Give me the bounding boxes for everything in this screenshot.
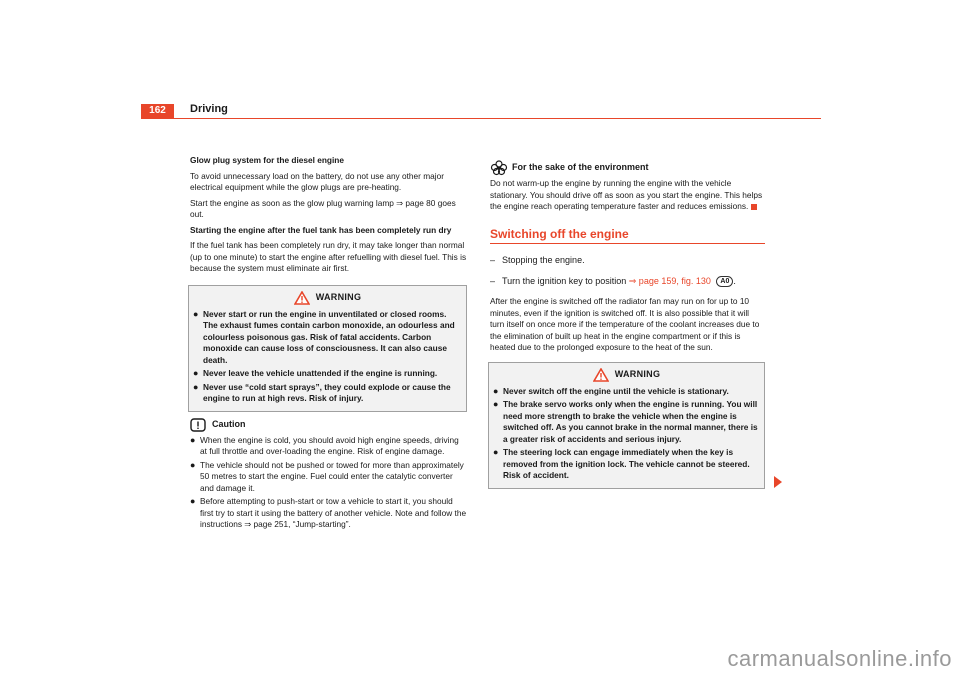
- warning-item: ● Never leave the vehicle unattended if the engine is running.: [193, 368, 438, 378]
- environment-label: For the sake of the environment: [512, 162, 649, 173]
- chapter-title: Driving: [190, 103, 228, 115]
- warning-item: ● Never switch off the engine until the vehicle is stationary.: [493, 385, 729, 396]
- glow-plug-text-1: To avoid unnecessary load on the battery, do not use any other major electrical equipment while the glow plugs are pre-heating.: [190, 170, 444, 192]
- fuel-dry-heading: Starting the engine after the fuel tank has been completely run dry: [190, 224, 452, 235]
- left-column: [190, 155, 467, 533]
- arrow-right-icon[interactable]: [774, 476, 782, 488]
- warning-label: WARNING: [315, 291, 362, 302]
- caution-item: ● When the engine is cold, you should avoid high engine speeds, driving at full throttle and over-loading the engine. Risk of engine damage.: [190, 434, 459, 456]
- step-item: – Turn the ignition key to position ⇒ page 159, fig. 130 A0 .: [490, 276, 736, 286]
- step-item: – Stopping the engine.: [490, 255, 585, 265]
- caution-label: Caution: [212, 418, 246, 429]
- page-link[interactable]: ⇒ page 159, fig. 130: [628, 276, 711, 286]
- warning-label: WARNING: [614, 368, 661, 379]
- environment-header: [490, 160, 765, 176]
- position-badge: A0: [716, 276, 733, 287]
- environment-text: Do not warm-up the engine by running the engine with the vehicle stationary. You should drive off as soon as you start the engine. This helps the engine reach operating temperature faster and reduces emissions.: [490, 178, 763, 211]
- flower-icon: [490, 160, 508, 176]
- caution-item: ● The vehicle should not be pushed or towed for more than approximately 50 metres to start the engine. Fuel could enter the catalytic converter and damage it.: [190, 459, 464, 493]
- warning-item: ● Never start or run the engine in unventilated or closed rooms. The exhaust fumes contain carbon monoxide, an odourless and colourless poisonous gas. Risk of fatal accidents. Carbon monoxide can cause loss of consciousness. It can also cause death.: [193, 308, 455, 365]
- glow-plug-heading: Glow plug system for the diesel engine: [190, 155, 344, 165]
- right-column: [490, 160, 765, 495]
- warning-header: [193, 291, 462, 305]
- header-divider: [141, 118, 821, 119]
- watermark: carmanualsonline.info: [727, 646, 952, 671]
- after-switch-off-text: After the engine is switched off the radiator fan may run on for up to 10 minutes, even if the ignition is switched off. It is also possible that it will turn itself on once more if the temperature of the coolant increases due to the elimination of built up heat in the engine compartment or if this is heated due to the prolonged exposure to the heat of the sun.: [490, 296, 760, 353]
- warning-box: [188, 285, 467, 412]
- warning-item: ● Never use “cold start sprays”, they could explode or cause the engine to run at high revs. Risk of injury.: [193, 381, 451, 403]
- page-number: 162: [141, 104, 174, 118]
- warning-header: [493, 368, 760, 382]
- exclamation-icon: [190, 418, 206, 432]
- section-title: Switching off the engine: [490, 229, 765, 245]
- warning-item: ● The steering lock can engage immediately when the key is removed from the ignition lock. The vehicle cannot be steered. Risk of accident.: [493, 447, 750, 481]
- end-mark-icon: [751, 204, 757, 210]
- fuel-dry-text: If the fuel tank has been completely run dry, it may take longer than normal (up to one minute) to start the engine after refuelling with diesel fuel. This is because the system must eliminate air first.: [190, 240, 467, 273]
- glow-plug-text-2: Start the engine as soon as the glow plug warning lamp ⇒ page 80 goes out.: [190, 197, 456, 219]
- warning-box: [488, 362, 765, 489]
- warning-triangle-icon: [593, 368, 609, 382]
- caution-item: ● Before attempting to push-start or tow a vehicle to start it, you should first try to start it using the battery of another vehicle. Note and follow the instructions ⇒ page 251, “Jump-starting”.: [190, 496, 467, 529]
- warning-item: ● The brake servo works only when the engine is running. You will need more strength to brake the vehicle when the engine is switched off. As you cannot brake in the normal manner, there is a greater risk of accidents and serious injury.: [493, 399, 758, 444]
- warning-triangle-icon: [294, 291, 310, 305]
- caution-header: [190, 418, 467, 432]
